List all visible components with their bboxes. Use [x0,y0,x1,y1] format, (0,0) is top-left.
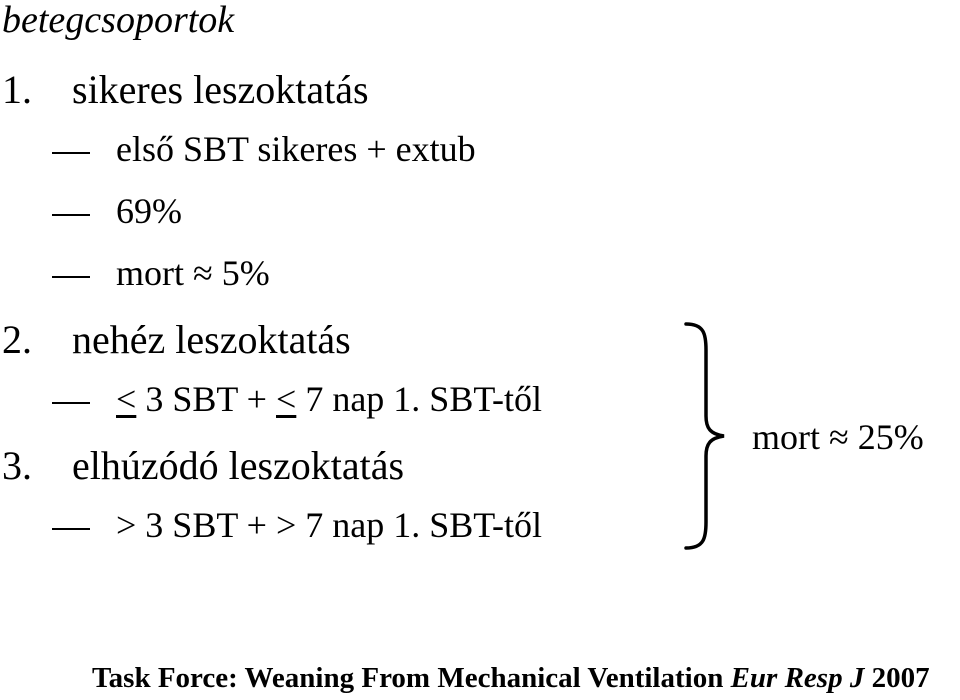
approx-symbol: ≈ [829,417,849,457]
brace-note [752,416,924,458]
group-1-item-1: első SBT sikeres + extub [116,129,476,169]
mort-value: 5% [221,253,270,293]
group-3-label: elhúzódó leszoktatás [72,443,405,488]
brace-note-value: 25% [857,417,924,457]
reference-year: 2007 [871,662,930,694]
reference-journal: Eur Resp J [730,662,865,694]
group-2-label: nehéz leszoktatás [72,317,351,362]
reference [92,662,930,695]
leq-symbol: < [116,379,137,419]
group-1-label: sikeres leszoktatás [72,67,369,112]
approx-symbol: ≈ [193,253,213,293]
bullet-dash [52,276,90,278]
group-1-item-3 [116,252,270,294]
group-3-number: 3. [2,443,32,488]
reference-text: Task Force: Weaning From Mechanical Ventilation [92,662,724,694]
group-1-number: 1. [2,67,32,112]
group-2-item-b: 7 nap 1. SBT-től [305,379,543,419]
brace-note-prefix: mort [752,417,820,457]
bullet-dash [52,528,90,530]
bullet-dash [52,402,90,404]
group-1-item-2: 69% [116,191,182,231]
slide-title: betegcsoportok [2,0,235,41]
group-2-number: 2. [2,317,32,362]
leq-symbol: < [276,379,297,419]
bullet-dash [52,152,90,154]
bullet-dash [52,214,90,216]
group-3-item: > 3 SBT + > 7 nap 1. SBT-től [116,505,542,545]
group-2-item [116,378,542,420]
mort-label: mort [116,253,184,293]
group-2-item-a: 3 SBT + [145,379,267,419]
right-brace-icon [680,320,730,552]
